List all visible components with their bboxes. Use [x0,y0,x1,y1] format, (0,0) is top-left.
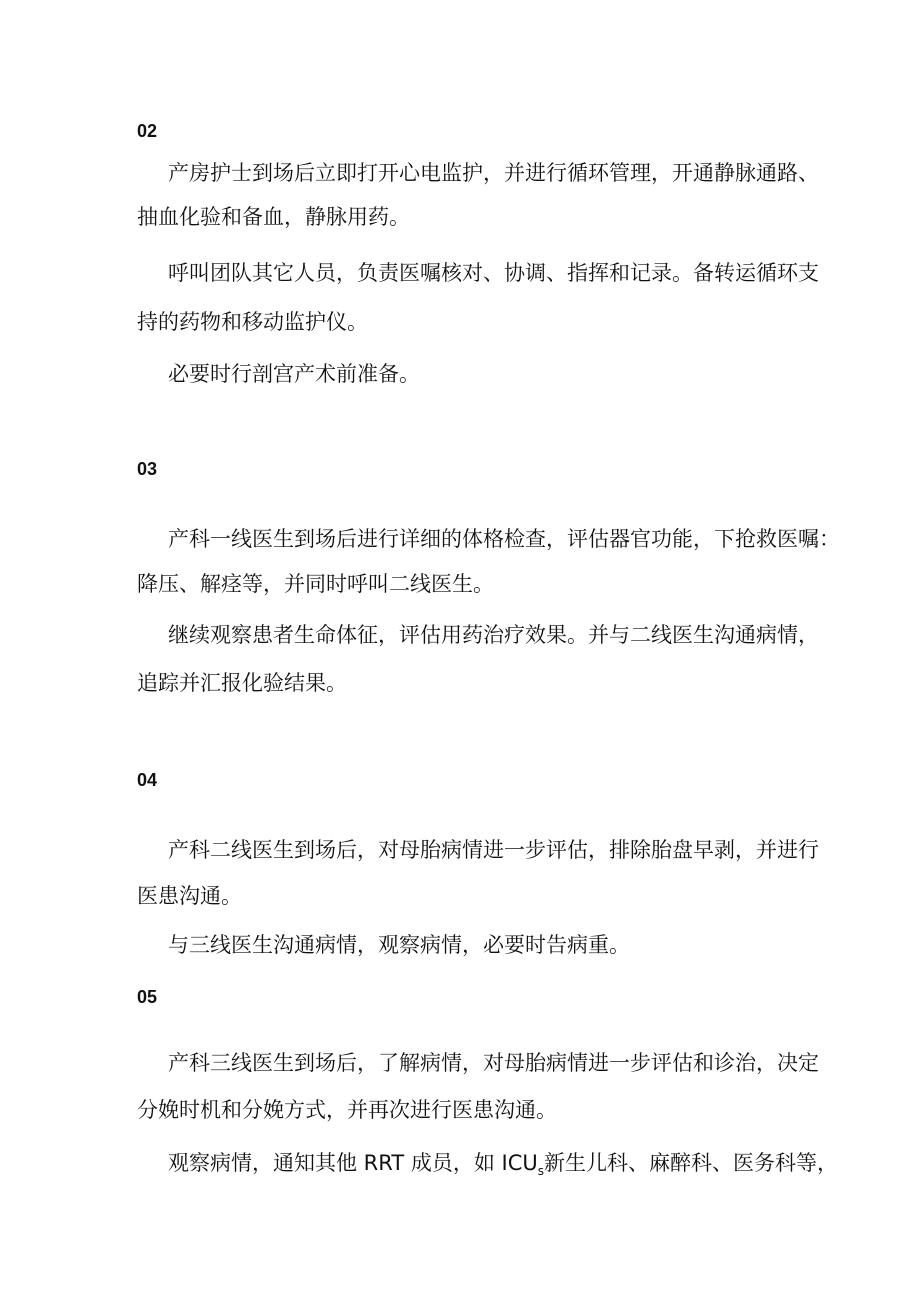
paragraph-line: 产科三线医生到场后，了解病情，对母胎病情进一步评估和诊治，决定 [168,1051,819,1075]
paragraph-line-with-subscript [168,1150,838,1184]
section-number-05: 05 [137,987,158,1007]
paragraph-line: 追踪并汇报化验结果。 [137,671,347,695]
paragraph-line: 医患沟通。 [137,884,242,908]
paragraph-line: 呼叫团队其它人员，负责医嘱核对、协调、指挥和记录。备转运循环支 [168,261,819,285]
paragraph-line: 产科二线医生到场后，对母胎病情进一步评估，排除胎盘早剥，并进行 [168,838,819,862]
subscript-text: s [537,1164,544,1178]
paragraph-line: 必要时行剖宫产术前准备。 [168,362,420,386]
section-number-04: 04 [137,770,158,790]
paragraph-line: 产房护士到场后立即打开心电监护，并进行循环管理，开通静脉通路、 [168,161,819,185]
paragraph-line: 产科一线医生到场后进行详细的体格检查，评估器官功能，下抢救医嘱： [168,527,840,551]
section-number-02: 02 [137,121,158,141]
section-number-03: 03 [137,459,158,479]
line-text-before: 观察病情，通知其他 RRT 成员，如 ICU [168,1151,538,1175]
paragraph-line: 降压、解痉等，并同时呼叫二线医生。 [137,572,494,596]
line-text-after: 新生儿科、麻醉科、医务科等， [544,1151,838,1175]
paragraph-line: 继续观察患者生命体征，评估用药治疗效果。并与二线医生沟通病情， [168,623,819,647]
paragraph-line: 与三线医生沟通病情，观察病情，必要时告病重。 [168,933,630,957]
paragraph-line: 分娩时机和分娩方式，并再次进行医患沟通。 [137,1098,557,1122]
paragraph-line: 持的药物和移动监护仪。 [137,310,368,334]
paragraph-line: 抽血化验和备血，静脉用药。 [137,205,410,229]
